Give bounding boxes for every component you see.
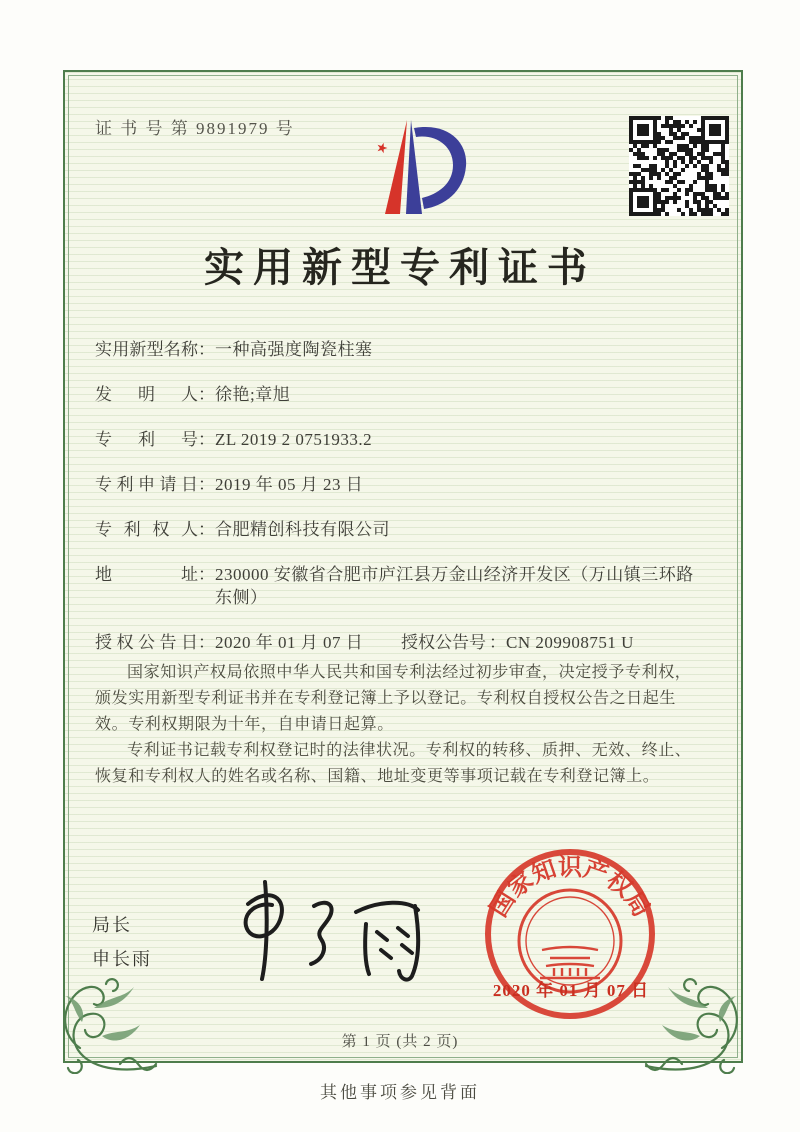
director-title: 局长 (92, 915, 132, 935)
field-value: ZL 2019 2 0751933.2 (215, 430, 373, 449)
seal-ring-text: 国家知识产权局 (485, 855, 655, 922)
field-row-filing-date: 专利申请日 ： 2019 年 05 月 23 日 (95, 473, 703, 496)
field-label: 授权公告号 (401, 633, 486, 652)
field-row-grant-date: 授权公告日 ： 2020 年 01 月 07 日 授权公告号 ： CN 209908751 U (95, 631, 703, 654)
back-note: 其他事项参见背面 (320, 1083, 480, 1102)
field-label: 地址 (95, 565, 198, 584)
qr-code (629, 116, 729, 216)
field-label: 专利号 (95, 430, 198, 449)
director-signature (222, 878, 422, 983)
legal-paragraph-1: 国家知识产权局依照中华人民共和国专利法经过初步审查，决定授予专利权，颁发实用新型专利证书并在专利登记簿上予以登记。专利权自授权公告之日起生效。专利权期限为十年，自申请日起算。 (95, 664, 692, 733)
corner-flourish-left (48, 978, 160, 1074)
field-row-inventor: 发明人 ： 徐艳;章旭 (95, 383, 703, 406)
field-list (95, 338, 703, 676)
field-label: 专利权人 (95, 520, 198, 539)
field-label: 授权公告日 (95, 633, 198, 652)
field-value: CN 209908751 U (506, 633, 634, 652)
field-row-address: 地址 ： 230000 安徽省合肥市庐江县万金山经济开发区（万山镇三环路东侧） (95, 563, 703, 609)
cnipa-logo-icon (336, 106, 476, 226)
field-value: 合肥精创科技有限公司 (215, 520, 390, 539)
director-block (92, 908, 152, 976)
legal-paragraph-2: 专利证书记载专利权登记时的法律状况。专利权的转移、质押、无效、终止、恢复和专利权人的姓名或名称、国籍、地址变更等事项记载在专利登记簿上。 (95, 742, 692, 785)
field-row-patentee: 专利权人 ： 合肥精创科技有限公司 (95, 518, 703, 541)
legal-text (95, 660, 705, 790)
field-value: 一种高强度陶瓷柱塞 (215, 340, 373, 359)
certificate-title: 实用新型专利证书 (204, 245, 596, 290)
field-value: 230000 安徽省合肥市庐江县万金山经济开发区（万山镇三环路东侧） (215, 565, 694, 607)
corner-flourish-right (642, 978, 754, 1074)
field-label: 专利申请日 (95, 475, 198, 494)
field-value: 2020 年 01 月 07 日 (215, 633, 364, 652)
certificate-number: 证 书 号 第 9891979 号 (95, 119, 295, 138)
field-label: 实用新型名称 (95, 340, 198, 359)
seal-date: 2020 年 01 月 07 日 (492, 981, 650, 1000)
field-value: 徐艳;章旭 (215, 385, 291, 404)
field-row-patent-number: 专利号 ： ZL 2019 2 0751933.2 (95, 428, 703, 451)
page-number: 第 1 页 (共 2 页) (341, 1034, 459, 1050)
field-label: 发明人 (95, 385, 198, 404)
field-value: 2019 年 05 月 23 日 (215, 475, 364, 494)
field-row-invention-name: 实用新型名称 ： 一种高强度陶瓷柱塞 (95, 338, 703, 361)
director-name: 申长雨 (92, 949, 152, 969)
